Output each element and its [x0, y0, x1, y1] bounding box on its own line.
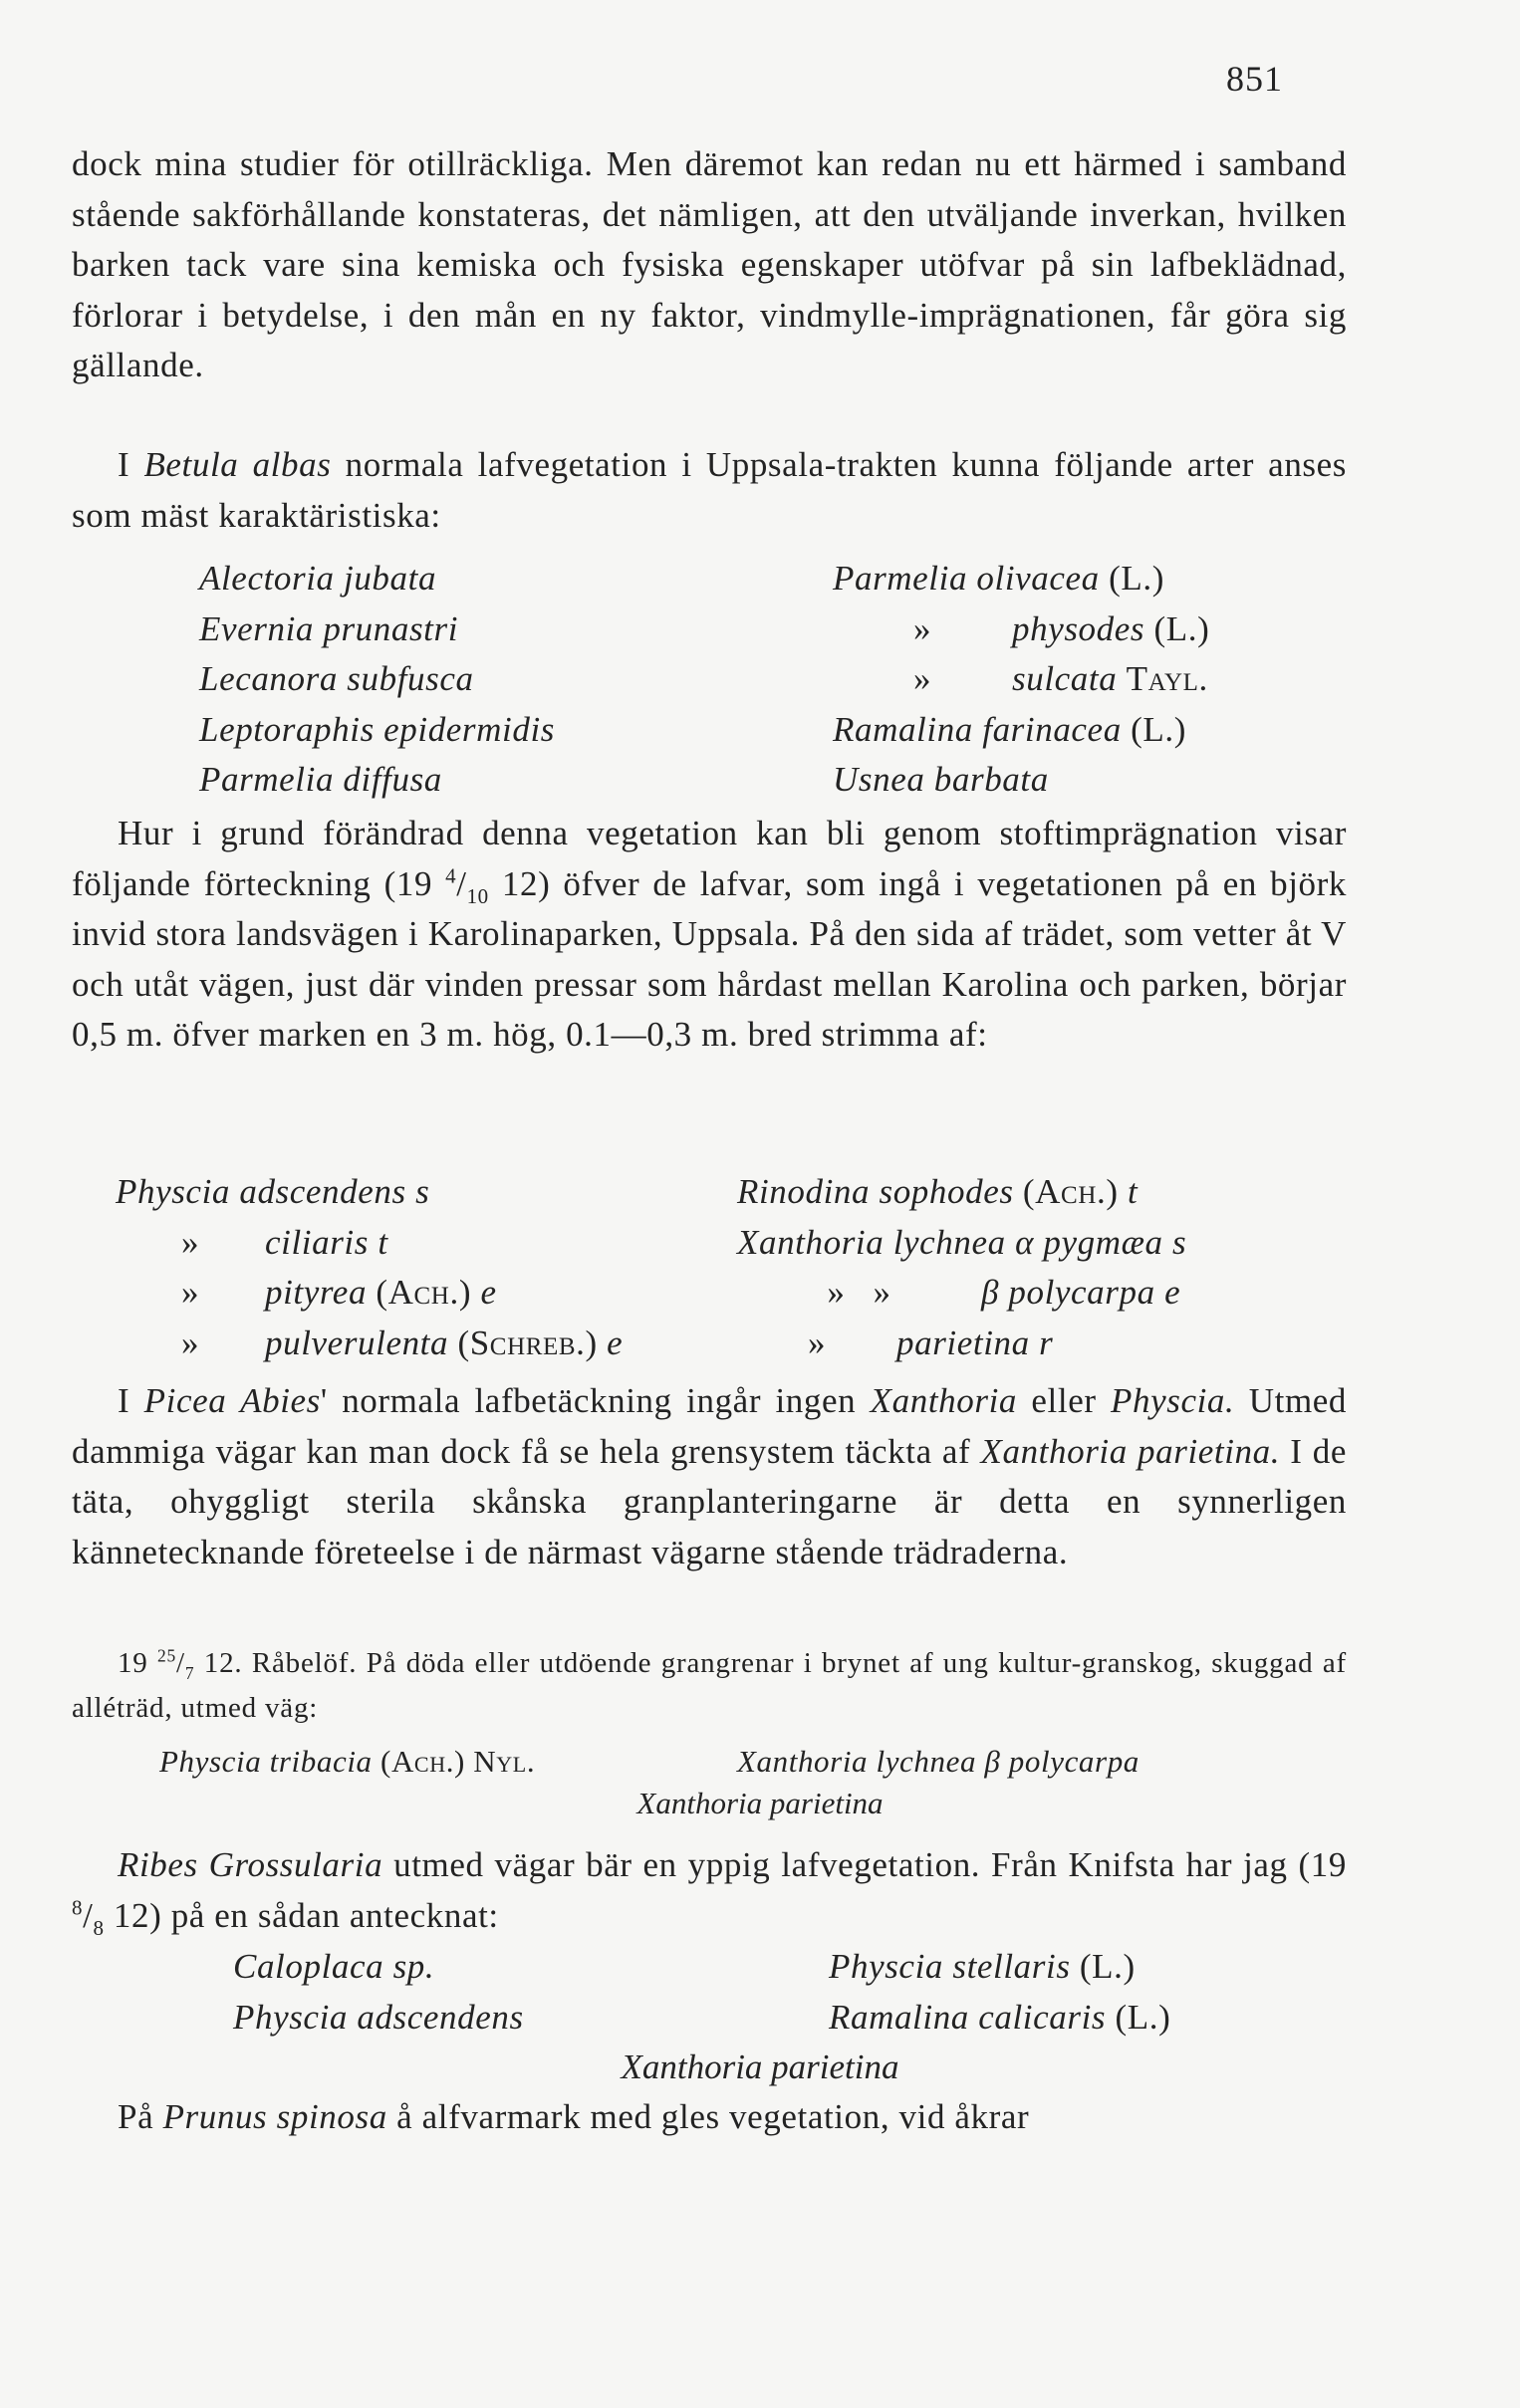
- species-list-2-right: [737, 1167, 1186, 1368]
- date-fraction-num: 4: [445, 862, 457, 887]
- paragraph-2-text: [72, 440, 1347, 541]
- species-entry: [737, 1319, 1186, 1369]
- ditto-mark: » »: [827, 1273, 891, 1312]
- abundance-mark: e: [480, 1273, 497, 1312]
- para2-post: normala lafvegetation i Uppsala-trakten kunna följande arter anses som mäst karaktäristiska:: [72, 445, 1347, 535]
- species-entry: [737, 1268, 1186, 1319]
- species-entry: [829, 1993, 1170, 2044]
- species-author: (L.): [1153, 608, 1210, 648]
- ditto-mark: »: [180, 1323, 200, 1362]
- para4-b: ' normala lafbetäckning ingår ingen: [320, 1381, 871, 1420]
- species-name: ciliaris: [265, 1222, 369, 1262]
- ditto-mark: »: [912, 659, 932, 698]
- genus-physcia: Physcia.: [1111, 1381, 1235, 1420]
- para7-a: På: [118, 2097, 163, 2136]
- species-prunus: Prunus spinosa: [162, 2097, 387, 2136]
- species-author: (L.): [1109, 559, 1164, 598]
- species-entry: [116, 1268, 623, 1319]
- species-name: β polycarpa: [981, 1273, 1155, 1312]
- para4-e: I de täta, ohyggligt sterila skånska granplanteringarne är detta en synnerligen kännetecknande företeelse i de närmast vägarne stående trädraderna.: [72, 1431, 1347, 1571]
- species-name: Alectoria jubata: [199, 559, 437, 598]
- paragraph-4: [72, 1376, 1347, 1577]
- species-name: pityrea: [265, 1273, 368, 1312]
- para6-a: utmed vägar bär en yppig lafvegetation. Från Knifsta har jag (19: [382, 1845, 1348, 1884]
- species-author: (L.): [1131, 709, 1186, 749]
- date-fraction-den: 8: [93, 1915, 105, 1940]
- species-name: Physcia stellaris: [829, 1947, 1071, 1986]
- paragraph-3-text: Hur i grund förändrad denna vegetation kan bli genom stoftimprägnation visar följande förteckning (19 $^4/_{10}$ 12) öfver de lafvar, som ingå i vegetationen på en björk invid stora landsvägen i Karolinaparken, Uppsala. På den sida af trädet, som vetter åt V och utåt vägen, just där vinden pressar som hårdast mellan Karolina och parken, börjar 0,5 m. öfver marken en 3 m. hög, 0.1—0,3 m. bred strimma af:: [72, 814, 1347, 1054]
- species-entry: [833, 554, 1209, 604]
- paragraph-5: [72, 1641, 1347, 1731]
- paragraph-6-text: Ribes Grossularia utmed vägar bär en yppig lafvegetation. Från Knifsta har jag (19 $^8/_8$ 12) på en sådan antecknat:: [72, 1845, 1348, 1940]
- paragraph-6: [72, 1840, 1347, 1941]
- genus-xanthoria: Xanthoria: [870, 1381, 1018, 1420]
- species-name: Evernia prunastri: [199, 608, 459, 648]
- paragraph-3: [72, 809, 1347, 1061]
- para5-b: 12. Råbelöf. På döda eller utdöende grangrenar i brynet af ung kultur-granskog, skuggad af alléträd, utmed väg:: [72, 1647, 1347, 1724]
- species-name: Physcia adscendens: [116, 1172, 406, 1211]
- species-list-4-left: [233, 1942, 524, 2043]
- ditto-mark: »: [912, 608, 932, 648]
- species-entry: [833, 604, 1209, 655]
- species-list-3-left: [159, 1741, 535, 1783]
- abundance-mark: e: [1164, 1273, 1181, 1312]
- species-betula: Betula albas: [143, 445, 332, 484]
- para2-pre: I: [118, 445, 144, 484]
- para6-b: 12) på en sådan antecknat:: [104, 1895, 499, 1935]
- species-name: parietina: [896, 1323, 1030, 1362]
- species-list-1-left: [199, 554, 555, 806]
- date-fraction-den: 7: [184, 1662, 195, 1683]
- species-list-3-right: [737, 1741, 1140, 1783]
- species-author: (Ach.) Nyl.: [380, 1744, 536, 1779]
- ditto-mark: »: [180, 1222, 200, 1262]
- species-name: sulcata: [1012, 659, 1118, 698]
- species-name: Leptoraphis epidermidis: [199, 709, 555, 749]
- species-list-4-right: [829, 1942, 1170, 2043]
- species-author: (Ach.): [376, 1273, 472, 1312]
- species-ribes: Ribes Grossularia: [118, 1845, 383, 1884]
- species-author: (Ach.): [1022, 1172, 1119, 1211]
- species-picea: Picea Abies: [143, 1381, 321, 1420]
- date-fraction-den: 10: [466, 883, 489, 908]
- species-name: Xanthoria lychnea β polycarpa: [737, 1744, 1140, 1779]
- paragraph-7: [72, 2092, 1347, 2143]
- abundance-mark: r: [1039, 1323, 1054, 1362]
- species-name: Physcia adscendens: [233, 1997, 524, 2037]
- paragraph-1-text: dock mina studier för otillräckliga. Men däremot kan redan nu ett härmed i samband stående sakförhållande konstateras, det nämligen, att den utväljande inverkan, hvilken barken tack vare sina kemiska och fysiska egenskaper utöfvar på sin lafbeklädnad, förlorar i betydelse, i den mån en ny faktor, vindmylle-imprägnationen, får göra sig gällande.: [72, 144, 1347, 384]
- species-entry: [833, 705, 1209, 756]
- paragraph-4-text: [72, 1376, 1347, 1577]
- species-name: physodes: [1012, 608, 1145, 648]
- para7-b: å alfvarmark med gles vegetation, vid åkrar: [386, 2097, 1030, 2136]
- species-entry: [737, 1218, 1186, 1269]
- species-name: Rinodina sophodes: [737, 1172, 1014, 1211]
- species-name: pulverulenta: [265, 1323, 449, 1362]
- species-name: Caloplaca sp.: [233, 1947, 435, 1986]
- species-entry: [116, 1319, 623, 1369]
- date-fraction-num: 25: [157, 1645, 177, 1666]
- para3-b: 12) öfver de lafvar, som ingå i vegetationen på en björk invid stora landsvägen i Karolinaparken, Uppsala. På den sida af trädet, som vetter åt V och utåt vägen, just där vinden pressar som hårdast mellan Karolina och parken, börjar 0,5 m. öfver marken en 3 m. hög, 0.1—0,3 m. bred strimma af:: [72, 863, 1347, 1054]
- abundance-mark: t: [378, 1222, 388, 1262]
- species-entry: [833, 755, 1209, 806]
- species-name: Physcia tribacia: [159, 1744, 373, 1779]
- para3-a: Hur i grund förändrad denna vegetation kan bli genom stoftimprägnation visar följande förteckning (19: [72, 814, 1347, 903]
- species-name: Ramalina calicaris: [829, 1997, 1107, 2037]
- para4-d: Utmed dammiga vägar kan man dock få se hela grensystem täckta af: [72, 1381, 1348, 1471]
- abundance-mark: t: [1127, 1172, 1139, 1211]
- species-list-3-center: Xanthoria parietina: [636, 1786, 884, 1820]
- species-name: Ramalina farinacea: [833, 709, 1122, 749]
- species-author: (L.): [1079, 1947, 1136, 1986]
- para4-a: I: [118, 1381, 144, 1420]
- species-xanthoria-parietina: Xanthoria parietina.: [980, 1431, 1281, 1471]
- abundance-mark: s: [1172, 1222, 1187, 1262]
- page-number: 851: [1226, 59, 1283, 99]
- species-entry: [833, 654, 1209, 705]
- species-entry: [116, 1167, 623, 1218]
- species-list-4-center: Xanthoria parietina: [621, 2047, 899, 2086]
- paragraph-1: [72, 139, 1347, 391]
- species-name: Parmelia olivacea: [833, 559, 1100, 598]
- species-list-2-left: [116, 1167, 623, 1368]
- species-name: Xanthoria lychnea α pygmæa: [737, 1222, 1163, 1262]
- species-list-1-right: [833, 554, 1209, 806]
- species-name: Usnea barbata: [833, 760, 1049, 799]
- date-fraction-num: 8: [72, 1894, 84, 1919]
- paragraph-7-text: [72, 2092, 1347, 2143]
- species-name: Parmelia diffusa: [199, 760, 442, 799]
- para4-c: eller: [1017, 1381, 1112, 1420]
- para5-a: 19: [118, 1647, 158, 1679]
- paragraph-2: [72, 440, 1347, 541]
- ditto-mark: »: [180, 1273, 200, 1312]
- species-name: Lecanora subfusca: [199, 659, 474, 698]
- abundance-mark: s: [415, 1172, 430, 1211]
- paragraph-5-text: 19 $^{25}/_7$ 12. Råbelöf. På döda eller utdöende grangrenar i brynet af ung kultur-granskog, skuggad af alléträd, utmed väg:: [72, 1645, 1347, 1724]
- species-author: (L.): [1115, 1997, 1171, 2037]
- ditto-mark: »: [807, 1323, 827, 1362]
- species-entry: [737, 1167, 1186, 1218]
- species-author: (Schreb.): [457, 1323, 598, 1362]
- species-author: Tayl.: [1126, 659, 1208, 698]
- species-entry: [829, 1942, 1170, 1993]
- species-entry: [116, 1218, 623, 1269]
- abundance-mark: e: [607, 1323, 624, 1362]
